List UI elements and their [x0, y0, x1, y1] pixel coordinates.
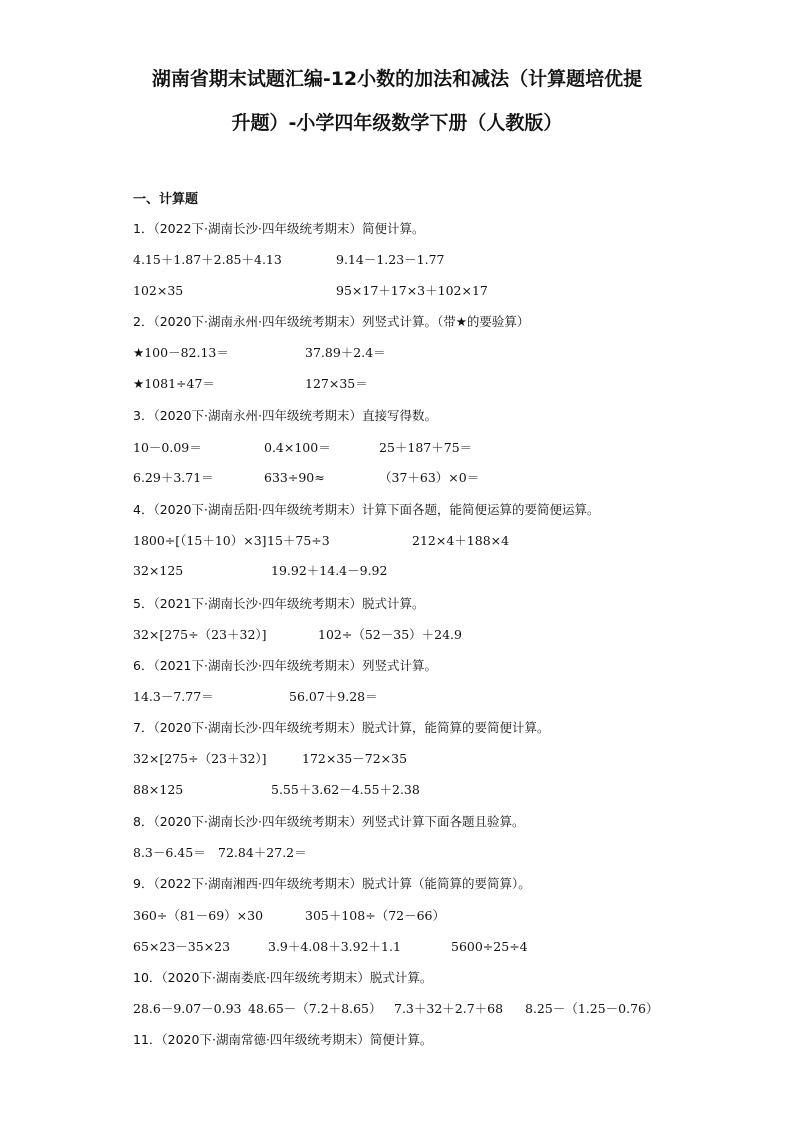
question-9-expression: 360÷（81－69）×30: [133, 908, 264, 923]
question-4-expression: 32×125: [133, 563, 184, 578]
question-7-expression: 172×35－72×35: [302, 751, 408, 766]
question-6-expression: 14.3－7.77＝: [133, 689, 214, 704]
question-9-expression: 65×23－35×23: [133, 939, 231, 954]
question-5-expression: 102÷（52－35）＋24.9: [318, 627, 462, 642]
question-7-expression: 5.55＋3.62－4.55＋2.38: [271, 782, 420, 797]
question-9-expression: 305＋108÷（72－66）: [305, 908, 446, 923]
question-10-expression: 48.65－（7.2＋8.65）: [248, 1001, 382, 1016]
question-9-header: 9．（2022下·湖南湘西·四年级统考期末）脱式计算（能简算的要简算）。: [133, 876, 531, 891]
question-2-expression: 37.89＋2.4＝: [305, 345, 386, 360]
question-3-expression: 25＋187＋75＝: [379, 440, 473, 455]
question-8-expression: 8.3－6.45＝: [133, 845, 206, 860]
question-9-expression: 3.9＋4.08＋3.92＋1.1: [268, 939, 401, 954]
question-10-header: 10．（2020下·湖南娄底·四年级统考期末）脱式计算。: [133, 970, 433, 985]
question-8-expression: 72.84＋27.2＝: [218, 845, 307, 860]
question-3-expression: 6.29＋3.71＝: [133, 470, 214, 485]
question-4-expression: 15＋75÷3: [267, 533, 330, 548]
question-1-header: 1．（2022下·湖南长沙·四年级统考期末）简便计算。: [133, 221, 425, 236]
question-4-expression: 19.92＋14.4－9.92: [271, 563, 388, 578]
question-8-header: 8．（2020下·湖南长沙·四年级统考期末）列竖式计算下面各题且验算。: [133, 814, 525, 829]
question-4-expression: 1800÷[（15＋10）×3]: [133, 533, 267, 548]
question-3-expression: 633÷90≈: [264, 470, 325, 485]
question-1-expression: 4.15＋1.87＋2.85＋4.13: [133, 252, 282, 267]
question-10-expression: 7.3＋32＋2.7＋68: [394, 1001, 504, 1016]
question-7-header: 7．（2020下·湖南长沙·四年级统考期末）脱式计算，能简算的要简便计算。: [133, 720, 550, 735]
question-2-expression: 127×35＝: [305, 376, 368, 391]
question-4-header: 4．（2020下·湖南岳阳·四年级统考期末）计算下面各题，能简便运算的要简便运算。: [133, 502, 600, 517]
document-title-line-2: 升题）-小学四年级数学下册（人教版）: [231, 112, 563, 134]
question-5-header: 5．（2021下·湖南长沙·四年级统考期末）脱式计算。: [133, 596, 425, 611]
question-7-expression: 88×125: [133, 782, 184, 797]
question-7-expression: 32×[275÷（23＋32）]: [133, 751, 267, 766]
question-2-header: 2．（2020下·湖南永州·四年级统考期末）列竖式计算。（带★的要验算）: [133, 314, 530, 329]
question-10-expression: 8.25－（1.25－0.76）: [525, 1001, 659, 1016]
question-1-expression: 95×17＋17×3＋102×17: [336, 283, 488, 298]
section-heading: 一、计算题: [133, 192, 199, 207]
question-9-expression: 5600÷25÷4: [451, 939, 528, 954]
question-3-header: 3．（2020下·湖南永州·四年级统考期末）直接写得数。: [133, 408, 437, 423]
question-6-header: 6．（2021下·湖南长沙·四年级统考期末）列竖式计算。: [133, 658, 437, 673]
document-title-line-1: 湖南省期末试题汇编-12小数的加法和减法（计算题培优提: [151, 68, 643, 90]
question-10-expression: 28.6－9.07－0.93: [133, 1001, 242, 1016]
question-1-expression: 9.14－1.23－1.77: [336, 252, 445, 267]
question-3-expression: 0.4×100＝: [264, 440, 331, 455]
question-4-expression: 212×4＋188×4: [412, 533, 510, 548]
question-2-expression: ★1081÷47＝: [133, 376, 215, 391]
question-1-expression: 102×35: [133, 283, 184, 298]
question-6-expression: 56.07＋9.28＝: [289, 689, 378, 704]
question-3-expression: 10－0.09＝: [133, 440, 202, 455]
question-2-expression: ★100－82.13＝: [133, 345, 229, 360]
question-5-expression: 32×[275÷（23＋32）]: [133, 627, 267, 642]
question-3-expression: （37＋63）×0＝: [379, 470, 480, 485]
question-11-header: 11．（2020下·湖南常德·四年级统考期末）简便计算。: [133, 1032, 433, 1047]
